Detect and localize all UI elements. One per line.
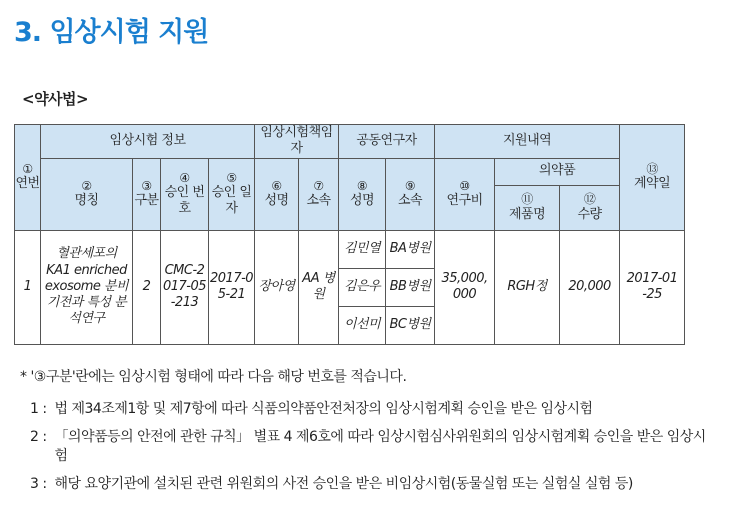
cell-quantity: 20,000 [560, 230, 620, 344]
cell-serial: 1 [15, 230, 41, 344]
footnote-item: 2 : 「의약품등의 안전에 관한 규칙」 별표 4 제6호에 따라 임상시험심사위원회의 임상시험계획 승인을 받은 임상시험 [30, 428, 706, 465]
cell-name: 혈관세포의 KA1 enriched exosome 분비 기전과 특성 분석연구 [41, 230, 133, 344]
cell-co-name: 김은우 [339, 268, 386, 306]
col-header-pi-affiliation: ⑦ 소속 [299, 158, 339, 230]
group-header-co-researcher: 공동연구자 [339, 125, 435, 159]
footnote-item: 3 : 해당 요양기관에 설치된 관련 위원회의 사전 승인을 받은 비임상시험(동물실험 또는 실험실 실험 등) [30, 475, 633, 492]
cell-approval-no: CMC-2017-05-213 [161, 230, 209, 344]
group-header-medicine: 의약품 [495, 158, 620, 185]
col-header-co-affiliation: ⑨ 소속 [386, 158, 435, 230]
col-header-approval-no: ④ 승인 번호 [161, 158, 209, 230]
cell-co-name: 이선미 [339, 306, 386, 344]
cell-approval-date: 2017-05-21 [209, 230, 255, 344]
group-header-investigator: 임상시험책임자 [255, 125, 339, 159]
section-subtitle: <약사법> [22, 90, 89, 108]
cell-co-affiliation: BA병원 [386, 230, 435, 268]
cell-co-affiliation: BB병원 [386, 268, 435, 306]
cell-co-name: 김민열 [339, 230, 386, 268]
col-header-contract-date: ⑬ 계약일 [620, 125, 685, 231]
col-header-name: ② 명칭 [41, 158, 133, 230]
cell-pi-name: 장아영 [255, 230, 299, 344]
cell-product: RGH정 [495, 230, 560, 344]
clinical-trial-table [14, 124, 685, 345]
footnote-item: 1 : 법 제34조제1항 및 제7항에 따라 식품의약품안전처장의 임상시험계획 승인을 받은 임상시험 [30, 401, 593, 417]
group-header-trial-info: 임상시험 정보 [41, 125, 255, 159]
col-header-approval-date: ⑤ 승인 일자 [209, 158, 255, 230]
cell-research-fund: 35,000,000 [435, 230, 495, 344]
col-header-product: ⑪ 제품명 [495, 185, 560, 230]
cell-category: 2 [133, 230, 161, 344]
footnote-list [30, 400, 710, 502]
cell-co-affiliation: BC병원 [386, 306, 435, 344]
page-title: 3. 임상시험 지원 [14, 17, 209, 48]
group-header-support: 지원내역 [435, 125, 620, 159]
col-header-co-name: ⑧ 성명 [339, 158, 386, 230]
col-header-category: ③ 구분 [133, 158, 161, 230]
col-header-quantity: ⑫ 수량 [560, 185, 620, 230]
col-header-serial: ① 연번 [15, 125, 41, 231]
col-header-pi-name: ⑥ 성명 [255, 158, 299, 230]
footnote-intro: * '③구분'란에는 임상시험 형태에 따라 다음 해당 번호를 적습니다. [20, 369, 407, 385]
cell-contract-date: 2017-01-25 [620, 230, 685, 344]
col-header-research-fund: ⑩ 연구비 [435, 158, 495, 230]
cell-pi-affiliation: AA 병원 [299, 230, 339, 344]
